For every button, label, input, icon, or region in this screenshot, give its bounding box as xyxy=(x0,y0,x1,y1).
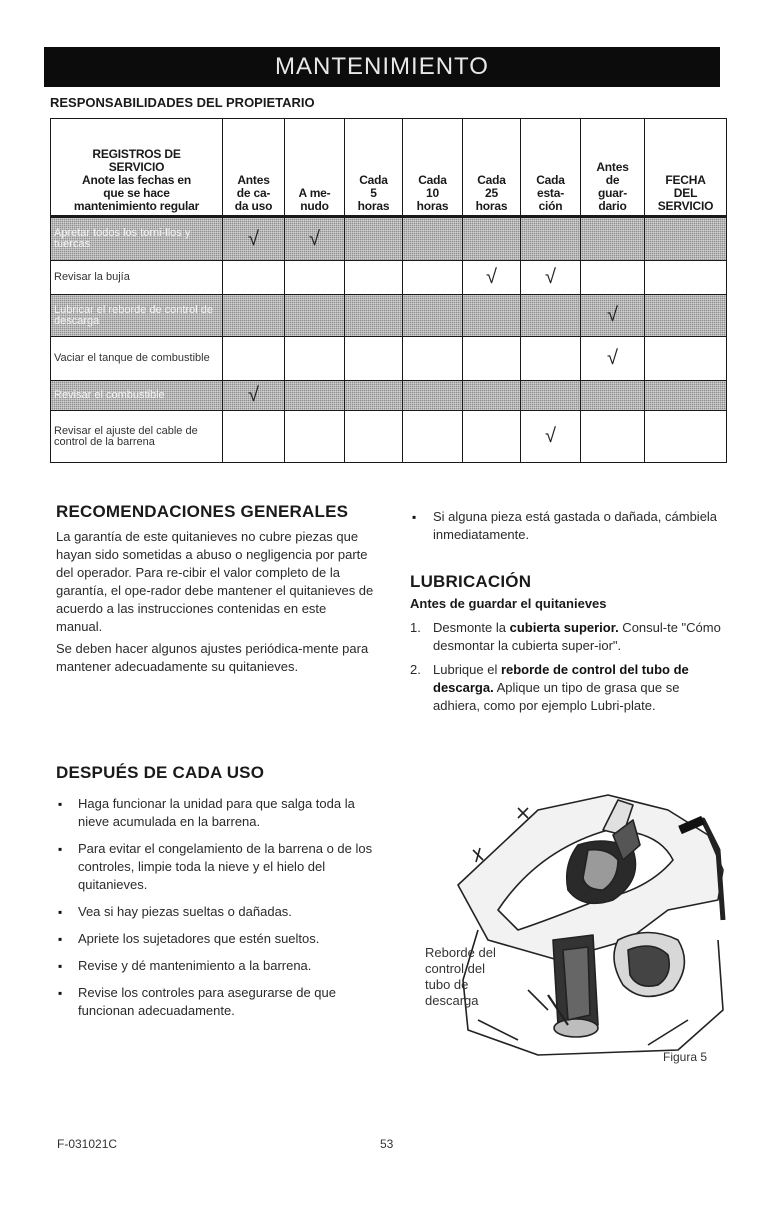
check-mark xyxy=(285,411,345,463)
check-mark xyxy=(403,411,463,463)
table-row xyxy=(51,411,727,463)
step-number: 1. xyxy=(410,620,421,635)
step-text-post: Consul-te "Cómo desmontar la cubierta super-ior". xyxy=(433,620,721,653)
table-row xyxy=(51,295,727,337)
header-every-25-hours: Cada 25 horas xyxy=(463,119,521,217)
check-mark xyxy=(645,411,727,463)
replace-parts-list xyxy=(410,508,730,544)
check-mark xyxy=(645,261,727,295)
list-item: ▪ Haga funcionar la unidad para que salga toda la nieve acumulada en la barrena. xyxy=(56,795,376,831)
after-each-use-title: DESPUÉS DE CADA USO xyxy=(56,763,265,782)
check-mark xyxy=(581,217,645,261)
check-mark xyxy=(223,411,285,463)
header-often: A me- nudo xyxy=(285,119,345,217)
check-mark xyxy=(345,295,403,337)
header-every-5-hours: Cada 5 horas xyxy=(345,119,403,217)
step-text-post: Aplique un tipo de grasa que se adhiera, como por ejemplo Lubri-plate. xyxy=(433,680,680,713)
row-label: Vaciar el tanque de combustible xyxy=(51,337,223,381)
header-before-storage: Antes de guar- dario xyxy=(581,119,645,217)
step-text-pre: Desmonte la xyxy=(433,620,510,635)
table-row xyxy=(51,337,727,381)
check-mark xyxy=(645,295,727,337)
snowthrower-discharge-illustration xyxy=(418,790,728,1060)
check-mark xyxy=(463,411,521,463)
check-mark xyxy=(463,381,521,411)
check-mark xyxy=(223,295,285,337)
page-number: 53 xyxy=(380,1137,394,1151)
check-mark xyxy=(403,295,463,337)
figure-caption: Figura 5 xyxy=(663,1050,708,1064)
list-item: ▪ Revise los controles para asegurarse de que funcionan adecuadamente. xyxy=(56,984,376,1020)
after-each-use-list xyxy=(56,795,376,1029)
check-mark xyxy=(581,261,645,295)
row-label: Lubricar el reborde de control de descarga xyxy=(51,295,223,337)
check-mark: √ xyxy=(463,261,521,295)
table-row xyxy=(51,381,727,411)
header-service-date: FECHA DEL SERVICIO xyxy=(645,119,727,217)
check-mark: √ xyxy=(521,411,581,463)
check-mark xyxy=(645,337,727,381)
lubrication-steps xyxy=(410,619,730,715)
list-item: ▪ Para evitar el congelamiento de la barrena o de los controles, limpie toda la nieve y el hielo del quitanieves. xyxy=(56,840,376,894)
row-label: Revisar la bujía xyxy=(51,261,223,295)
row-label: Apretar todos los torni-llos y tuercas xyxy=(51,217,223,261)
check-mark xyxy=(345,381,403,411)
check-mark xyxy=(223,261,285,295)
check-mark xyxy=(521,381,581,411)
step-text-pre: Lubrique el xyxy=(433,662,501,677)
header-before-each-use: Antes de ca- da uso xyxy=(223,119,285,217)
check-mark xyxy=(403,381,463,411)
check-mark xyxy=(463,337,521,381)
row-label: Revisar el combustible xyxy=(51,381,223,411)
check-mark xyxy=(285,295,345,337)
check-mark xyxy=(463,295,521,337)
header-service-records: REGISTROS DE SERVICIO Anote las fechas en que se hace mantenimiento regular xyxy=(51,119,223,217)
owner-responsibilities-heading: RESPONSABILIDADES DEL PROPIETARIO xyxy=(50,95,315,110)
table-row xyxy=(51,217,727,261)
check-mark xyxy=(581,411,645,463)
check-mark xyxy=(463,217,521,261)
list-item: ▪ Vea si hay piezas sueltas o dañadas. xyxy=(56,903,376,921)
check-mark xyxy=(581,381,645,411)
check-mark xyxy=(645,217,727,261)
maintenance-schedule-table xyxy=(50,118,727,463)
check-mark xyxy=(345,261,403,295)
check-mark xyxy=(403,337,463,381)
general-recommendations-section xyxy=(56,502,376,676)
step-text-bold: cubierta superior. xyxy=(509,620,619,635)
check-mark xyxy=(521,295,581,337)
check-mark xyxy=(285,381,345,411)
check-mark xyxy=(521,217,581,261)
before-storage-subtitle: Antes de guardar el quitanieves xyxy=(410,596,607,611)
step-number: 2. xyxy=(410,662,421,677)
table-header-row xyxy=(51,119,727,217)
check-mark: √ xyxy=(581,295,645,337)
check-mark xyxy=(403,217,463,261)
section-banner: MANTENIMIENTO xyxy=(44,47,720,87)
warranty-paragraph: La garantía de este quitanieves no cubre piezas que hayan sido sometidas a abuso o negligencia por parte del operador. Para re-cibir el valor completo de la garantía, el ope-rador debe mantener el quitanieves de acuerdo a las instrucciones contenidas en este manual. xyxy=(56,529,374,634)
step-item xyxy=(410,619,730,655)
step-text-bold: reborde de control del tubo de descarga. xyxy=(433,662,689,695)
lubrication-title: LUBRICACIÓN xyxy=(410,572,532,591)
check-mark xyxy=(345,217,403,261)
header-every-10-hours: Cada 10 horas xyxy=(403,119,463,217)
general-recommendations-title: RECOMENDACIONES GENERALES xyxy=(56,502,349,521)
check-mark xyxy=(521,337,581,381)
check-mark xyxy=(285,261,345,295)
table-row xyxy=(51,261,727,295)
list-item: ▪ Si alguna pieza está gastada o dañada, cámbiela inmediatamente. xyxy=(410,508,730,544)
check-mark xyxy=(285,337,345,381)
check-mark: √ xyxy=(223,217,285,261)
check-mark: √ xyxy=(285,217,345,261)
document-code: F-031021C xyxy=(57,1137,118,1151)
check-mark xyxy=(223,337,285,381)
figure-callout-label: Reborde del control del tubo de descarga xyxy=(425,945,496,1008)
check-mark xyxy=(345,411,403,463)
check-mark: √ xyxy=(521,261,581,295)
list-item: ▪ Apriete los sujetadores que estén sueltos. xyxy=(56,930,376,948)
check-mark xyxy=(403,261,463,295)
list-item: ▪ Revise y dé mantenimiento a la barrena. xyxy=(56,957,376,975)
check-mark: √ xyxy=(581,337,645,381)
header-each-season: Cada esta- ción xyxy=(521,119,581,217)
step-item xyxy=(410,661,730,715)
row-label: Revisar el ajuste del cable de control de la barrena xyxy=(51,411,223,463)
right-column xyxy=(410,508,730,721)
check-mark: √ xyxy=(223,381,285,411)
check-mark xyxy=(345,337,403,381)
check-mark xyxy=(645,381,727,411)
adjustments-paragraph: Se deben hacer algunos ajustes periódica-mente para mantener adecuadamente su quitanieves. xyxy=(56,641,369,674)
